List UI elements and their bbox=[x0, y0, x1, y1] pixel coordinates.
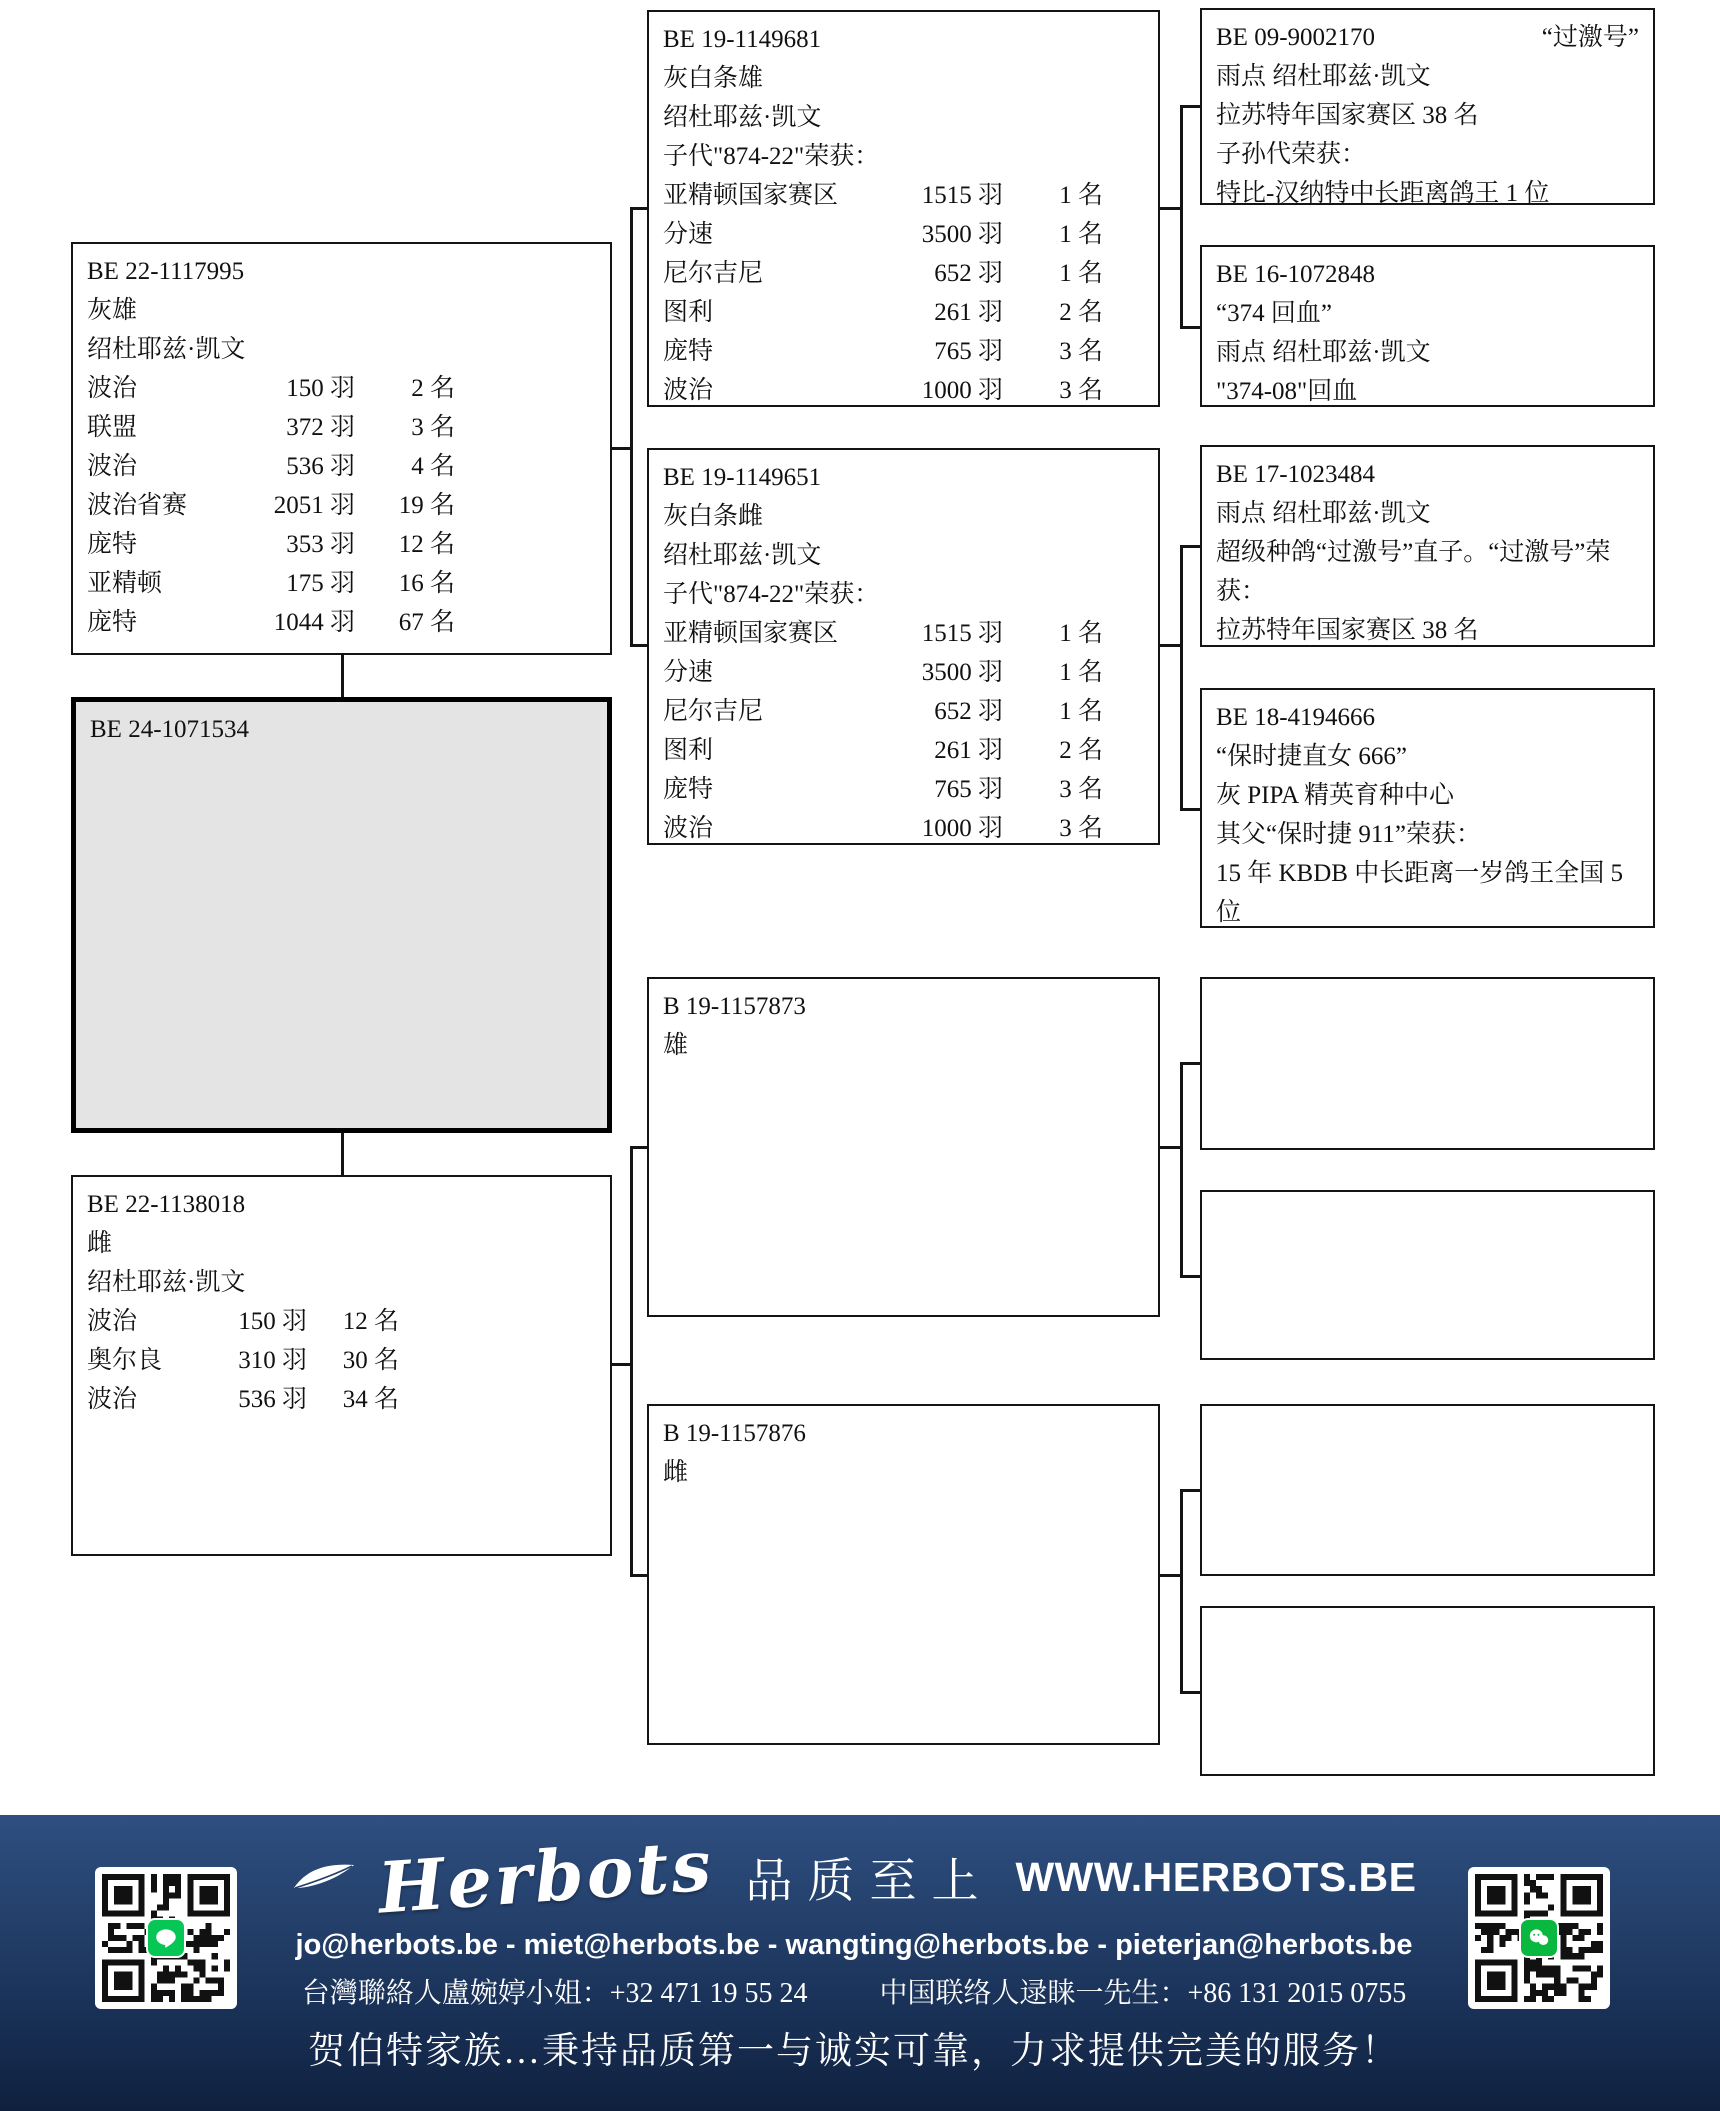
ring-number: BE 19-1149651 bbox=[663, 464, 822, 491]
info-line: 超级种鸽“过激号”直子。“过激号”荣获： bbox=[1216, 539, 1611, 605]
taiwan-contact: 台灣聯絡人盧婉婷小姐：+32 471 19 55 24 bbox=[301, 1978, 808, 2009]
info-line: 其父“保时捷 911”荣获： bbox=[1216, 821, 1482, 848]
race-name: 波治 bbox=[87, 1308, 138, 1335]
breeder-name: 绍杜耶兹·凯文 bbox=[87, 1269, 246, 1296]
pigeon-name: “374 回血” bbox=[1216, 300, 1332, 327]
race-name: 分速 bbox=[663, 221, 714, 248]
birds-count: 1515 羽 bbox=[921, 182, 1003, 209]
quality-tagline: 品质至上 bbox=[745, 1855, 994, 1908]
race-name: 波治省赛 bbox=[87, 492, 188, 519]
race-name: 分速 bbox=[663, 659, 714, 686]
race-result-row bbox=[663, 809, 1144, 845]
color-sex: 灰白条雄 bbox=[663, 65, 764, 92]
birds-count: 261 羽 bbox=[934, 299, 1003, 326]
birds-count: 2051 羽 bbox=[273, 492, 355, 519]
ring-number: BE 19-1149681 bbox=[663, 26, 822, 53]
rank: 1 名 bbox=[1059, 659, 1103, 686]
connector-line bbox=[633, 644, 647, 647]
empty-ancestor-box bbox=[1200, 977, 1655, 1150]
connector-line bbox=[1180, 545, 1183, 811]
rank: 1 名 bbox=[1059, 221, 1103, 248]
empty-ancestor-box bbox=[1200, 1404, 1655, 1576]
rank: 3 名 bbox=[411, 414, 455, 441]
grandmother-paternal-box bbox=[647, 448, 1160, 845]
info-line: 雨点 绍杜耶兹·凯文 bbox=[1216, 63, 1431, 90]
offspring-note: 子代"874-22"荣获： bbox=[663, 581, 880, 608]
race-name: 波治 bbox=[663, 377, 714, 404]
rank: 19 名 bbox=[398, 492, 455, 519]
family-slogan: 贺伯特家族…秉持品质第一与诚实可靠，力求提供完美的服务！ bbox=[308, 2031, 1400, 2072]
race-result-row bbox=[87, 564, 596, 603]
ring-number: B 19-1157876 bbox=[663, 1420, 806, 1447]
rank: 30 名 bbox=[342, 1347, 399, 1374]
offspring-note: 子代"874-22"荣获： bbox=[663, 143, 880, 170]
great-grandparent-box-4 bbox=[1200, 688, 1655, 928]
pigeon-name: “保时捷直女 666” bbox=[1216, 743, 1407, 770]
ring-number: BE 17-1023484 bbox=[1216, 461, 1376, 488]
connector-line bbox=[1160, 644, 1180, 647]
race-name: 庞特 bbox=[663, 338, 714, 365]
race-name: 庞特 bbox=[87, 609, 138, 636]
connector-line bbox=[1180, 1062, 1183, 1278]
connector-line bbox=[1183, 808, 1200, 811]
rank: 1 名 bbox=[1059, 620, 1103, 647]
color-sex: 雄 bbox=[663, 1032, 689, 1059]
race-name: 庞特 bbox=[663, 776, 714, 803]
birds-count: 1044 羽 bbox=[273, 609, 355, 636]
race-name: 亚精顿国家赛区 bbox=[663, 182, 839, 209]
wechat-icon bbox=[1519, 1918, 1559, 1958]
rank: 16 名 bbox=[398, 570, 455, 597]
birds-count: 765 羽 bbox=[934, 338, 1003, 365]
rank: 34 名 bbox=[342, 1386, 399, 1413]
wechat-qr-code bbox=[1468, 1867, 1610, 2009]
ring-number: BE 24-1071534 bbox=[90, 716, 250, 743]
breeder-name: 绍杜耶兹·凯文 bbox=[663, 104, 822, 131]
race-name: 亚精顿国家赛区 bbox=[663, 620, 839, 647]
line-qr-code bbox=[95, 1867, 237, 2009]
great-grandparent-box-3 bbox=[1200, 445, 1655, 647]
info-line: 拉苏特年国家赛区 38 名 bbox=[1216, 102, 1479, 129]
race-result-row bbox=[87, 1302, 596, 1341]
birds-count: 652 羽 bbox=[934, 698, 1003, 725]
pigeon-name: “过激号” bbox=[1541, 24, 1639, 51]
race-name: 亚精顿 bbox=[87, 570, 163, 597]
birds-count: 3500 羽 bbox=[921, 659, 1003, 686]
rank: 3 名 bbox=[1059, 776, 1103, 803]
connector-line bbox=[633, 1574, 647, 1577]
race-result-row bbox=[87, 486, 596, 525]
father-box bbox=[71, 242, 612, 655]
info-line: 灰 PIPA 精英育种中心 bbox=[1216, 782, 1455, 809]
race-name: 波治 bbox=[87, 453, 138, 480]
rank: 1 名 bbox=[1059, 260, 1103, 287]
connector-line bbox=[1183, 1489, 1200, 1492]
color-sex: 雌 bbox=[87, 1230, 113, 1257]
empty-ancestor-box bbox=[1200, 1190, 1655, 1360]
race-result-row bbox=[663, 371, 1144, 407]
color-sex: 灰白条雌 bbox=[663, 503, 764, 530]
connector-line bbox=[1160, 1146, 1180, 1149]
connector-line bbox=[633, 1146, 647, 1149]
race-result-row bbox=[87, 369, 596, 408]
ring-number: BE 22-1138018 bbox=[87, 1191, 246, 1218]
birds-count: 150 羽 bbox=[286, 375, 355, 402]
footer-content bbox=[250, 1823, 1458, 2074]
race-name: 庞特 bbox=[87, 531, 138, 558]
rank: 2 名 bbox=[1059, 299, 1103, 326]
birds-count: 150 羽 bbox=[238, 1308, 307, 1335]
connector-line bbox=[1183, 326, 1200, 329]
rank: 3 名 bbox=[1059, 815, 1103, 842]
connector-line bbox=[630, 1146, 633, 1577]
birds-count: 536 羽 bbox=[238, 1386, 307, 1413]
birds-count: 372 羽 bbox=[286, 414, 355, 441]
connector-line bbox=[1160, 207, 1180, 210]
chat-bubble-glyph bbox=[153, 1925, 179, 1951]
color-sex: 雌 bbox=[663, 1459, 689, 1486]
race-result-row bbox=[663, 215, 1144, 254]
line-icon bbox=[146, 1918, 186, 1958]
ring-number-line bbox=[1216, 18, 1639, 57]
rank: 1 名 bbox=[1059, 698, 1103, 725]
info-line: 子孙代荣获： bbox=[1216, 141, 1367, 168]
race-name: 奥尔良 bbox=[87, 1347, 163, 1374]
rank: 2 名 bbox=[411, 375, 455, 402]
connector-line bbox=[1183, 1275, 1200, 1278]
feather-icon bbox=[292, 1860, 356, 1894]
ring-number: BE 09-9002170 bbox=[1216, 24, 1376, 51]
rank: 4 名 bbox=[411, 453, 455, 480]
race-result-row bbox=[663, 614, 1144, 653]
mother-box bbox=[71, 1175, 612, 1556]
footer-banner bbox=[0, 1815, 1720, 2111]
race-name: 联盟 bbox=[87, 414, 138, 441]
birds-count: 175 羽 bbox=[286, 570, 355, 597]
race-result-row bbox=[87, 1341, 596, 1380]
race-name: 尼尔吉尼 bbox=[663, 260, 764, 287]
birds-count: 1000 羽 bbox=[921, 815, 1003, 842]
contact-phones bbox=[302, 1971, 1407, 2011]
connector-line bbox=[612, 447, 630, 450]
race-result-row bbox=[87, 447, 596, 486]
race-result-row bbox=[87, 1380, 596, 1419]
empty-ancestor-box bbox=[1200, 1606, 1655, 1776]
race-name: 图利 bbox=[663, 299, 714, 326]
info-line: 特比-汉纳特中长距离鸽王 1 位 bbox=[1216, 180, 1550, 205]
contact-emails: jo@herbots.be - miet@herbots.be - wangting@herbots.be - pieterjan@herbots.be bbox=[295, 1929, 1413, 1961]
brand-row bbox=[292, 1823, 1417, 1930]
china-contact: 中国联络人逯睐一先生：+86 131 2015 0755 bbox=[879, 1978, 1407, 2009]
race-result-row bbox=[663, 653, 1144, 692]
herbots-logo: Herbots bbox=[374, 1823, 716, 1930]
connector-line bbox=[612, 1363, 630, 1366]
color-sex: 灰雄 bbox=[87, 297, 138, 324]
race-name: 尼尔吉尼 bbox=[663, 698, 764, 725]
connector-line bbox=[1180, 1489, 1183, 1694]
ring-number: BE 16-1072848 bbox=[1216, 261, 1376, 288]
connector-line bbox=[1183, 545, 1200, 548]
info-line: 雨点 绍杜耶兹·凯文 bbox=[1216, 500, 1431, 527]
race-name: 波治 bbox=[87, 375, 138, 402]
birds-count: 261 羽 bbox=[934, 737, 1003, 764]
connector-line bbox=[633, 207, 647, 210]
connector-line bbox=[341, 655, 344, 697]
rank: 3 名 bbox=[1059, 338, 1103, 365]
connector-line bbox=[1183, 105, 1200, 108]
race-result-row bbox=[663, 332, 1144, 371]
website-url: WWW.HERBOTS.BE bbox=[1015, 1853, 1417, 1900]
info-line: "374-08"回血 bbox=[1216, 378, 1358, 405]
birds-count: 765 羽 bbox=[934, 776, 1003, 803]
birds-count: 3500 羽 bbox=[921, 221, 1003, 248]
birds-count: 310 羽 bbox=[238, 1347, 307, 1374]
race-result-row bbox=[87, 603, 596, 642]
great-grandparent-box-2 bbox=[1200, 245, 1655, 407]
grandfather-paternal-box bbox=[647, 10, 1160, 407]
birds-count: 652 羽 bbox=[934, 260, 1003, 287]
connector-line bbox=[1183, 1062, 1200, 1065]
birds-count: 536 羽 bbox=[286, 453, 355, 480]
race-result-row bbox=[87, 408, 596, 447]
race-name: 波治 bbox=[87, 1386, 138, 1413]
info-line: 15 年 KBDB 中长距离一岁鸽王全国 5 位 bbox=[1216, 860, 1623, 926]
ring-number: B 19-1157873 bbox=[663, 993, 806, 1020]
info-line: 拉苏特年国家赛区 38 名 bbox=[1216, 617, 1479, 644]
connector-line bbox=[1160, 1574, 1180, 1577]
race-name: 波治 bbox=[663, 815, 714, 842]
grandmother-maternal-box bbox=[647, 1404, 1160, 1745]
rank: 1 名 bbox=[1059, 182, 1103, 209]
race-result-row bbox=[663, 692, 1144, 731]
birds-count: 1000 羽 bbox=[921, 377, 1003, 404]
ring-number: BE 18-4194666 bbox=[1216, 704, 1376, 731]
breeder-name: 绍杜耶兹·凯文 bbox=[663, 542, 822, 569]
great-grandparent-box-1 bbox=[1200, 8, 1655, 205]
rank: 2 名 bbox=[1059, 737, 1103, 764]
race-result-row bbox=[87, 525, 596, 564]
rank: 3 名 bbox=[1059, 377, 1103, 404]
birds-count: 1515 羽 bbox=[921, 620, 1003, 647]
connector-line bbox=[1180, 105, 1183, 329]
race-result-row bbox=[663, 254, 1144, 293]
wechat-bubbles-glyph bbox=[1526, 1925, 1552, 1951]
race-name: 图利 bbox=[663, 737, 714, 764]
ring-number: BE 22-1117995 bbox=[87, 258, 245, 285]
connector-line bbox=[1183, 1691, 1200, 1694]
race-result-row bbox=[663, 176, 1144, 215]
subject-bird-box bbox=[71, 697, 612, 1133]
race-result-row bbox=[663, 731, 1144, 770]
rank: 67 名 bbox=[398, 609, 455, 636]
rank: 12 名 bbox=[342, 1308, 399, 1335]
info-line: 雨点 绍杜耶兹·凯文 bbox=[1216, 339, 1431, 366]
race-result-row bbox=[663, 770, 1144, 809]
breeder-name: 绍杜耶兹·凯文 bbox=[87, 336, 246, 363]
connector-line bbox=[630, 207, 633, 647]
grandfather-maternal-box bbox=[647, 977, 1160, 1317]
connector-line bbox=[341, 1133, 344, 1175]
race-result-row bbox=[663, 293, 1144, 332]
rank: 12 名 bbox=[398, 531, 455, 558]
birds-count: 353 羽 bbox=[286, 531, 355, 558]
